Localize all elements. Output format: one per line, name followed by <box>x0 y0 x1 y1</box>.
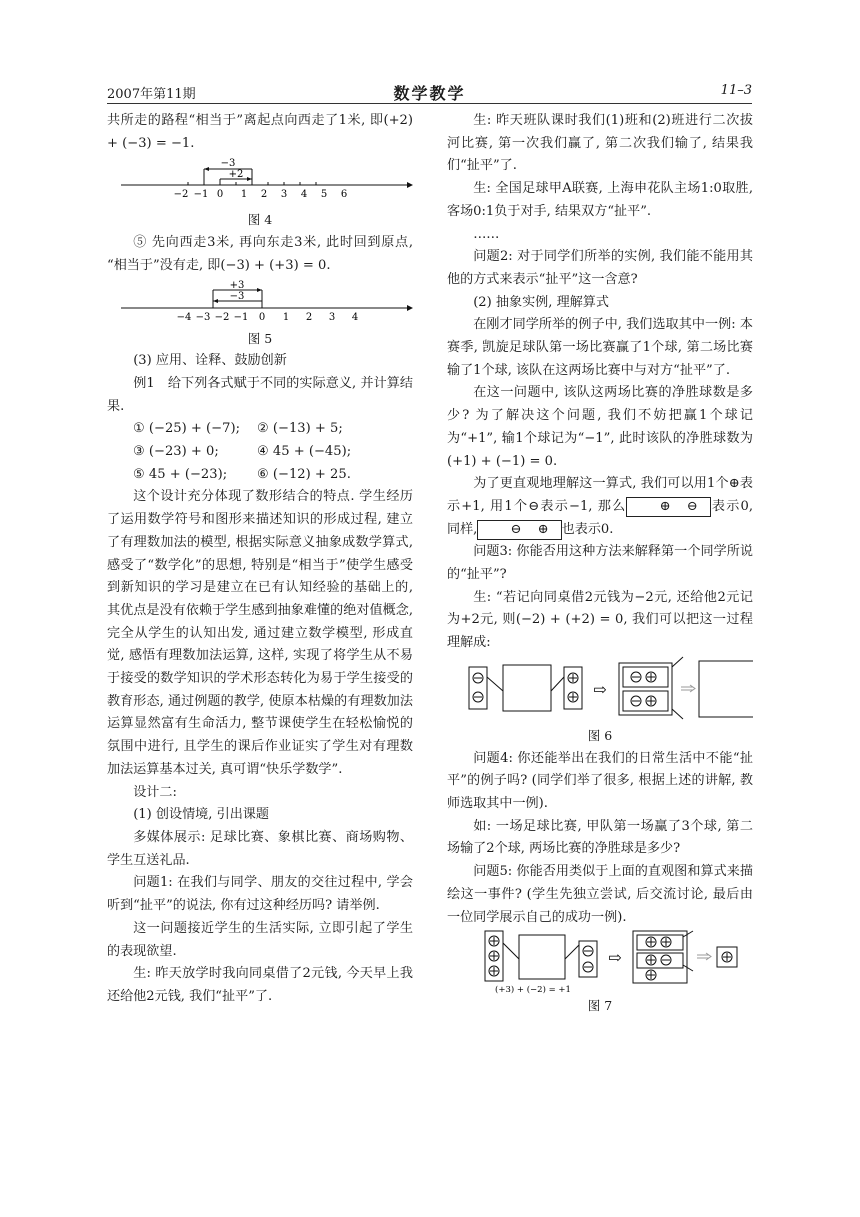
fig4-tick: 3 <box>280 189 288 201</box>
fig4-tick: 1 <box>240 189 248 201</box>
fig4-label-inner: +2 <box>228 169 244 181</box>
example-equations <box>107 418 413 486</box>
equation: ⑥ (−12) + 25. <box>257 466 351 482</box>
fig4-tick: 4 <box>300 189 308 201</box>
paragraph: 问题5: 你能否用类似于上面的直观图和算式来描绘这一事件? (学生先独立尝试, 后交流讨论, 最后由一位同学展示自己的成功一例). <box>447 864 753 925</box>
paragraph: 生: 昨天班队课时我们(1)班和(2)班进行二次拔河比赛, 第一次我们赢了, 第二次我们输了, 结果我们“扯平”了. <box>447 113 753 174</box>
paragraph: 在刚才同学所举的例子中, 我们选取其中一例: 本赛季, 凯旋足球队第一场比赛赢了1个球, 第二场比赛输了1个球, 该队在这两场比赛中与对方“扯平”了. <box>447 317 753 378</box>
paragraph: 问题1: 在我们与同学、朋友的交往过程中, 学会听到“扯平”的说法, 你有过这种经历吗? 请举例. <box>107 875 413 914</box>
paragraph: 问题3: 你能否用这种方法来解释第一个同学所说的“扯平”? <box>447 544 753 583</box>
implies-arrow-icon: ⇨ <box>608 948 622 968</box>
section-heading: 设计二: <box>133 784 177 800</box>
paragraph: 生: “若记向同桌借2元钱为−2元, 还给他2元记为+2元, 则(−2) + (+2) = 0, 我们可以把这一过程理解成: <box>447 589 753 651</box>
left-column <box>107 110 413 1009</box>
fig5-tick: −1 <box>233 311 249 323</box>
figure-6-caption: 图 6 <box>587 727 613 743</box>
fig4-tick: 5 <box>320 189 328 201</box>
section-heading: (2) 抽象实例, 理解算式 <box>473 294 609 310</box>
fig5-tick: 3 <box>328 311 336 323</box>
figure-5-caption: 图 5 <box>247 330 273 346</box>
paragraph: 如: 一场足球比赛, 甲队第一场赢了3个球, 第二场输了2个球, 两场比赛的净胜球是多少? <box>447 818 753 857</box>
paragraph: 在这一问题中, 该队这两场比赛的净胜球数是多少? 为了解决这个问题, 我们不妨把赢1个球记为“+1”, 输1个球记为“−1”, 此时该队的净胜球数为(+1) + (−1) = 0. <box>447 385 753 469</box>
fig5-tick: 4 <box>351 311 359 323</box>
paragraph: 问题4: 你还能举出在我们的日常生活中不能“扯平”的例子吗? (同学们举了很多, 根据上述的讲解, 教师选取其中一例). <box>447 750 753 811</box>
example-1: 例1 给下列各式赋于不同的实际意义, 并计算结果. <box>107 375 413 414</box>
figure-7-diagram <box>447 929 753 995</box>
paragraph: 多媒体展示: 足球比赛、象棋比赛、商场购物、学生互送礼品. <box>107 829 413 868</box>
fig4-tick: 2 <box>260 189 268 201</box>
fig7-equation: (+3) + (−2) = +1 <box>495 985 571 996</box>
page-number: 11–3 <box>720 83 752 98</box>
fig5-tick: −2 <box>214 311 230 323</box>
fig5-tick: −4 <box>176 311 192 323</box>
paragraph: 共所走的路程“相当于”离起点向西走了1米, 即(+2) + (−3) = −1. <box>107 113 413 151</box>
equation: ③ (−23) + 0; <box>133 444 219 460</box>
right-column <box>447 110 753 1018</box>
paragraph: 这个设计充分体现了数形结合的特点. 学生经历了运用数学符号和图形来描述知识的形成过程, 建立了有理数加法的模型, 根据实际意义抽象成数学算式, 感受了“数学化”的思想, 特别是“相当于”使学生感受到新知识的学习是建立在已有认知经验的基础上的, 其优点是没有依赖于学生感到抽象难懂的绝对值概念, 完全从学生的认知出发, 通过建立数学模型, 形成直觉, 感悟有理数加法运算, 这样, 实现了将学生从不易于接受的数学知识的学术形态转化为易于学生接受的教育形态, 通过例题的教学, 使原本枯燥的有理数加法运算显然富有生命活力, 整节课使学生在轻松愉悦的氛围中进行, 且学生的课后作业证实了学生对有理数加法运算基本过关, 真可谓“快乐学数学”. <box>107 489 413 777</box>
fig5-label-inner: −3 <box>229 290 245 302</box>
equation: ② (−13) + 5; <box>257 421 343 437</box>
paragraph: ⑤ 先向西走3米, 再向东走3米, 此时回到原点, “相当于”没有走, 即(−3) + (+3) = 0. <box>107 235 413 273</box>
fig5-label-top: +3 <box>229 279 245 291</box>
fig4-tick: −2 <box>173 189 189 201</box>
fig4-tick: −1 <box>193 189 209 201</box>
paragraph <box>447 473 753 541</box>
zero-pair-box-1: ⊕ ⊖ <box>626 497 710 517</box>
fig5-tick: 1 <box>282 311 290 323</box>
fig4-label-top: −3 <box>220 158 236 170</box>
text-span: 表示0, 同样, <box>447 498 753 537</box>
equation: ④ 45 + (−45); <box>257 444 352 460</box>
implies-arrow-icon: ⇨ <box>593 679 607 699</box>
fig5-tick: 2 <box>305 311 313 323</box>
equation: ⑤ 45 + (−23); <box>133 466 228 482</box>
section-heading: (3) 应用、诠释、鼓励创新 <box>133 353 287 369</box>
text-span: 也表示0. <box>561 521 614 537</box>
zero-pair-box-2: ⊖ ⊕ <box>477 520 561 540</box>
fig4-tick: 0 <box>216 189 224 201</box>
fig4-tick: 6 <box>340 189 348 201</box>
figure-7-caption: 图 7 <box>587 998 613 1014</box>
fig5-tick: −3 <box>195 311 211 323</box>
journal-title: 数学教学 <box>393 84 466 103</box>
text-span: 为了更直观地理解这一算式, 我们可以用1个⊕表示+1, 用1个⊖表示−1, 那么 <box>447 476 753 514</box>
figure-4-caption: 图 4 <box>247 212 273 228</box>
issue-label: 2007年第11期 <box>107 87 196 102</box>
equation: ① (−25) + (−7); <box>133 421 240 437</box>
ellipsis: …… <box>473 226 500 242</box>
section-heading: (1) 创设情境, 引出课题 <box>133 807 269 823</box>
paragraph: 这一问题接近学生的生活实际, 立即引起了学生的表现欲望. <box>107 920 413 959</box>
figure-5-number-line <box>107 278 413 328</box>
page-header <box>107 81 752 104</box>
paragraph: 生: 全国足球甲A联赛, 上海申花队主场1:0取胜, 客场0:1负于对手, 结果双方“扯平”. <box>447 181 753 219</box>
paragraph: 生: 昨天放学时我向同桌借了2元钱, 今天早上我还给他2元钱, 我们“扯平”了. <box>107 966 413 1004</box>
paragraph: 问题2: 对于同学们所举的实例, 我们能不能用其他的方式来表示“扯平”这一含意? <box>447 249 753 287</box>
figure-4-number-line <box>107 155 413 209</box>
figure-6-diagram <box>447 655 753 725</box>
fig5-tick: 0 <box>258 311 266 323</box>
